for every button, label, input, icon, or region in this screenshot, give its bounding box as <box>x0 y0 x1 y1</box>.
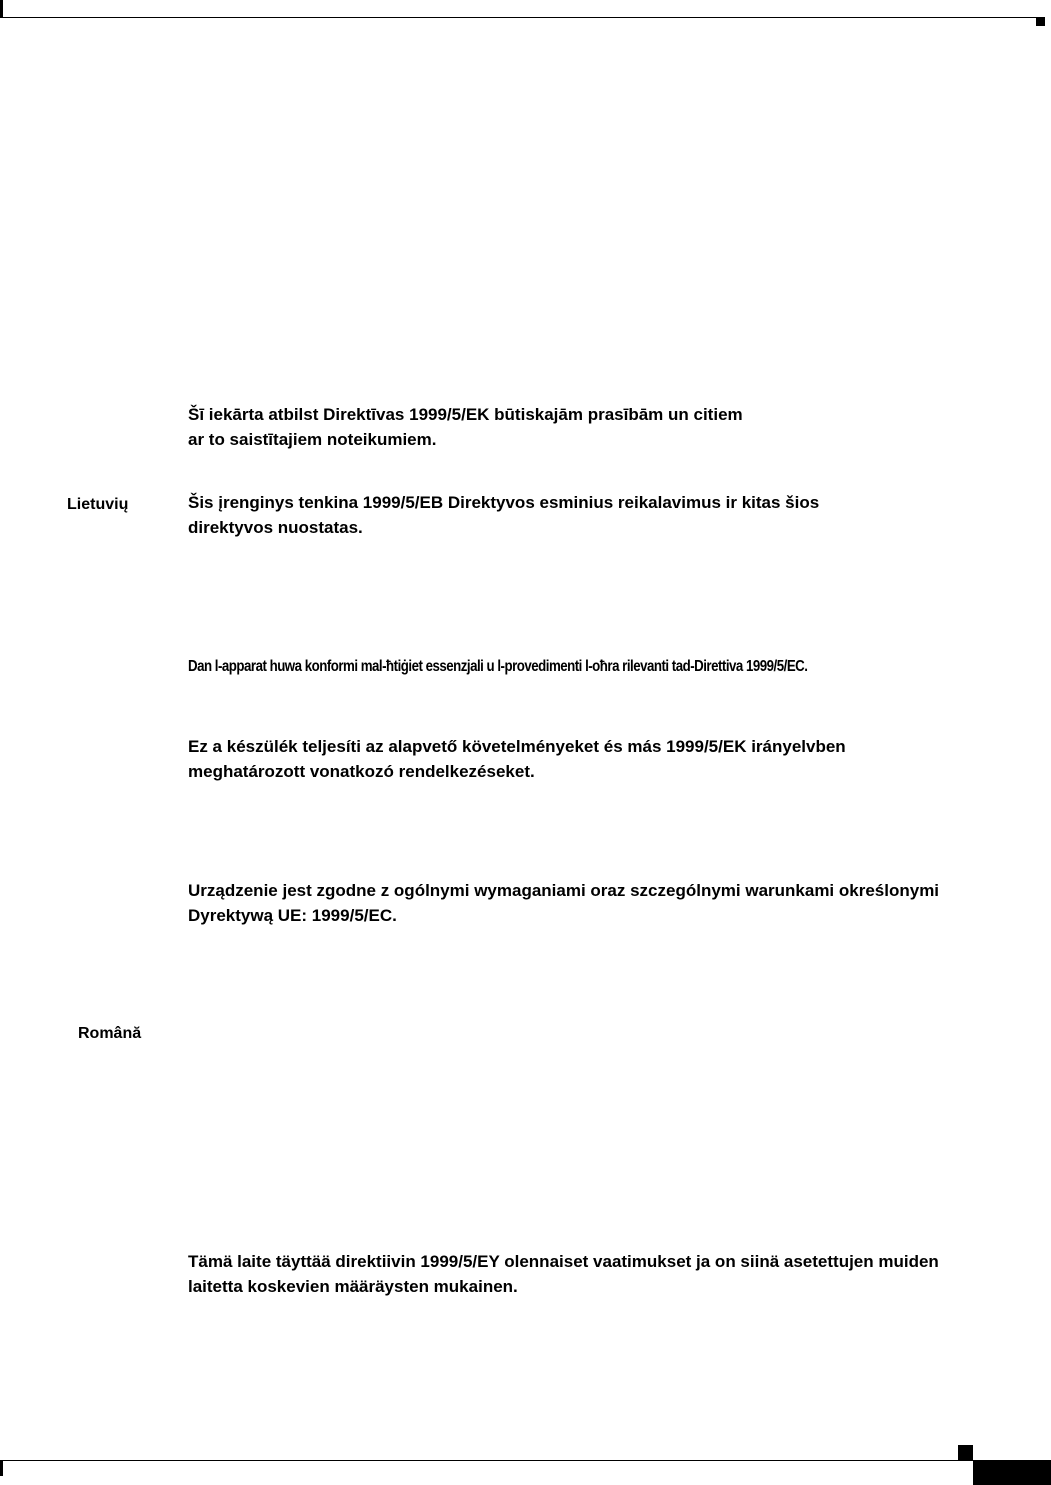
bottom-left-tick <box>0 1460 3 1476</box>
paragraph-line: direktyvos nuostatas. <box>188 518 363 537</box>
paragraph-line: meghatározott vonatkozó rendelkezéseket. <box>188 762 535 781</box>
language-label-lithuanian: Lietuvių <box>67 496 129 513</box>
paragraph-line: ar to saistītajiem noteikumiem. <box>188 430 437 449</box>
header-rule <box>0 17 1037 18</box>
paragraph-line: Tämä laite täyttää direktiivin 1999/5/EY olennaiset vaatimukset ja on siinä asetettujen muiden <box>188 1252 939 1271</box>
paragraph-line: laitetta koskevien määräysten mukainen. <box>188 1277 518 1296</box>
paragraph-latvian <box>188 402 743 452</box>
paragraph-line: Šī iekārta atbilst Direktīvas 1999/5/EK būtiskajām prasībām un citiem <box>188 405 743 424</box>
paragraph-line: Šis įrenginys tenkina 1999/5/EB Direktyvos esminius reikalavimus ir kitas šios <box>188 493 820 512</box>
footer-rule <box>0 1460 1051 1461</box>
paragraph-polish <box>188 878 939 928</box>
paragraph-maltese <box>188 654 807 679</box>
paragraph-hungarian <box>188 734 846 784</box>
header-marker <box>1036 17 1045 26</box>
top-left-tick <box>0 0 3 18</box>
footer-marker <box>958 1445 973 1460</box>
paragraph-line: Dan l-apparat huwa konformi mal-ħtiġiet essenzjali u l-provedimenti l-oħra rilevanti tad-Direttiva 1999/5/EC. <box>188 658 808 675</box>
paragraph-finnish <box>188 1249 939 1299</box>
page-number-tab <box>973 1461 1051 1485</box>
language-label-romanian: Română <box>78 1025 142 1042</box>
paragraph-lithuanian <box>188 490 819 540</box>
paragraph-line: Ez a készülék teljesíti az alapvető követelményeket és más 1999/5/EK irányelvben <box>188 737 846 756</box>
paragraph-line: Dyrektywą UE: 1999/5/EC. <box>188 906 397 925</box>
paragraph-line: Urządzenie jest zgodne z ogólnymi wymaganiami oraz szczególnymi warunkami określonymi <box>188 881 940 900</box>
